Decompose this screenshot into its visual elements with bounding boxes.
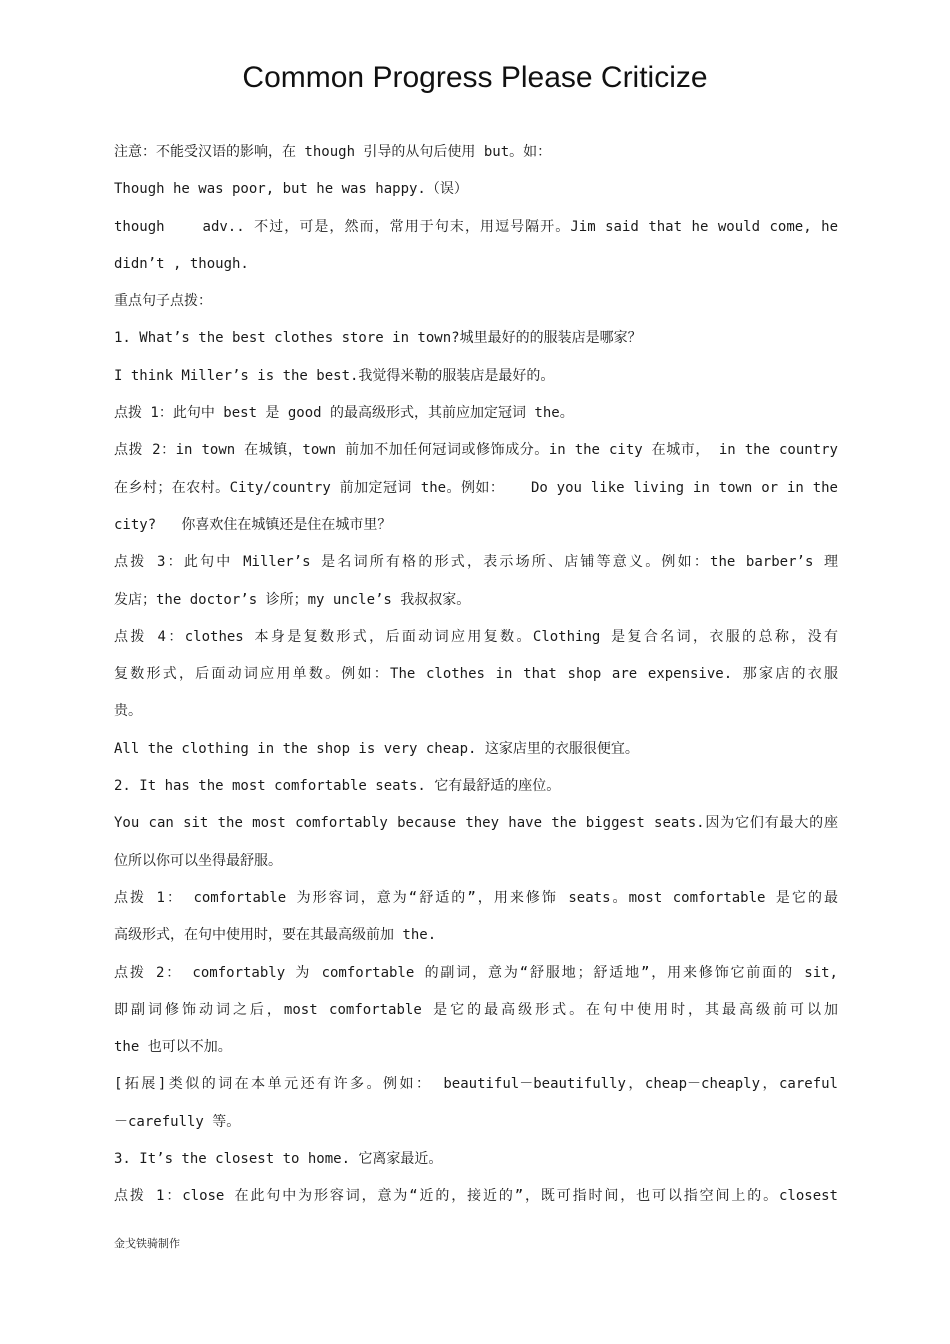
text-line: 重点句子点拨：	[114, 293, 212, 310]
text-line: 点拨 1：此句中 best 是 good 的最高级形式，其前应加定冠词 the。	[114, 405, 574, 422]
page-title: Common Progress Please Criticize	[242, 61, 708, 94]
text-line: 点拨 2：in town 在城镇，town 前加不加任何冠词或修饰成分。in the city 在城市， in the country	[114, 442, 838, 459]
page-footer: 金戈铁骑制作	[114, 1237, 180, 1250]
text-line: though adv.. 不过，可是，然而，常用于句末，用逗号隔开。Jim said that he would come, he	[114, 218, 838, 235]
text-line: 点拨 2： comfortably 为 comfortable 的副词，意为“舒服地；舒适地”，用来修饰它前面的 sit,	[114, 964, 838, 981]
document-body	[114, 134, 838, 1216]
text-line: Though he was poor, but he was happy.（误）	[114, 181, 468, 198]
text-line: I think Miller’s is the best.我觉得米勒的服装店是最好的。	[114, 367, 555, 384]
text-line: －carefully 等。	[114, 1113, 241, 1130]
text-line: 高级形式，在句中使用时，要在其最高级前加 the.	[114, 927, 437, 944]
text-line: 3. It’s the closest to home. 它离家最近。	[114, 1151, 443, 1168]
text-line: 点拨 1： comfortable 为形容词，意为“舒适的”，用来修饰 seats。most comfortable 是它的最	[114, 889, 838, 906]
text-line: You can sit the most comfortably because they have the biggest seats.因为它们有最大的座	[114, 815, 838, 832]
text-line: didn’t , though.	[114, 255, 249, 272]
text-line: city? 你喜欢住在城镇还是住在城市里？	[114, 516, 392, 533]
text-line: 即副词修饰动词之后，most comfortable 是它的最高级形式。在句中使用时，其最高级前可以加	[114, 1001, 838, 1018]
text-line: 发店；the doctor’s 诊所；my uncle’s 我叔叔家。	[114, 591, 471, 608]
text-line: 在乡村；在农村。City/country 前加定冠词 the。例如： Do you like living in town or in the	[114, 479, 838, 496]
text-line: 注意：不能受汉语的影响，在 though 引导的从句后使用 but。如：	[114, 144, 552, 160]
text-line: 复数形式，后面动词应用单数。例如：The clothes in that shop are expensive. 那家店的衣服	[114, 666, 838, 683]
text-line: 贵。	[114, 703, 142, 720]
text-line: the 也可以不加。	[114, 1039, 232, 1056]
text-line: 点拨 3：此句中 Miller’s 是名词所有格的形式，表示场所、店铺等意义。例如：the barber’s 理	[114, 554, 838, 571]
text-line: 点拨 1：close 在此句中为形容词，意为“近的，接近的”，既可指时间，也可以指空间上的。closest	[114, 1188, 838, 1205]
text-line: [拓展]类似的词在本单元还有许多。例如： beautiful－beautifully，cheap－cheaply，careful	[114, 1076, 838, 1093]
text-line: 1. What’s the best clothes store in town?城里最好的的服装店是哪家？	[114, 330, 642, 347]
text-line: All the clothing in the shop is very cheap. 这家店里的衣服很便宜。	[114, 740, 639, 757]
text-line: 位所以你可以坐得最舒服。	[114, 852, 282, 869]
text-line: 2. It has the most comfortable seats. 它有最舒适的座位。	[114, 778, 561, 795]
text-line: 点拨 4：clothes 本身是复数形式，后面动词应用复数。Clothing 是复合名词，衣服的总称，没有	[114, 628, 838, 645]
